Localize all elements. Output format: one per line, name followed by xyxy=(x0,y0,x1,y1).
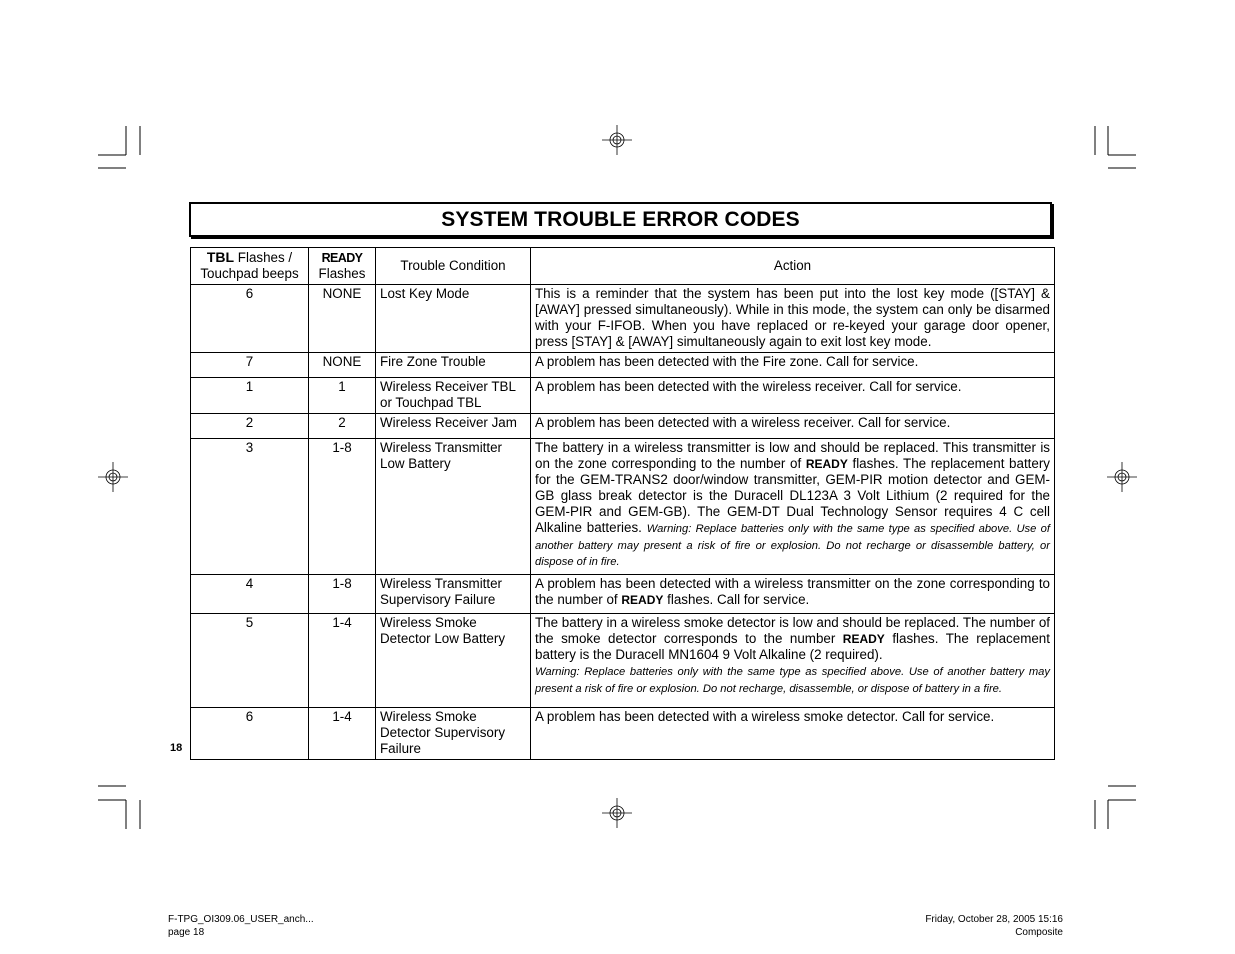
title-box xyxy=(189,202,1052,237)
cell-tbl: 1 xyxy=(191,378,309,414)
cell-tbl: 3 xyxy=(191,439,309,575)
cell-ready: 1-8 xyxy=(309,439,376,575)
table-row xyxy=(191,708,1055,760)
cell-condition: Wireless Transmitter Supervisory Failure xyxy=(376,575,531,614)
cell-condition: Wireless Transmitter Low Battery xyxy=(376,439,531,575)
footer-composite: Composite xyxy=(1015,927,1063,938)
cell-action: The battery in a wireless transmitter is low and should be replaced. This transmitter is on the zone corresponding to the number of READY flashes. The replacement battery for the GEM-TRANS2 door/window transmitter, GEM-PIR motion detector and GEM-GB glass break detector is the Duracell DL123A 3 Volt Lithium (2 required for the GEM-PIR and GEM-GB). The GEM-DT Dual Technology Sensor requires 4 C cell Alkaline batteries. Warning: Replace batteries only with the same type as specified above. Use of another battery may present a risk of fire or explosion. Do not recharge or disassemble battery, or dispose of in fire. xyxy=(531,439,1055,575)
header-trouble-condition: Trouble Condition xyxy=(376,248,531,285)
table-row xyxy=(191,614,1055,708)
footer-date: Friday, October 28, 2005 15:16 xyxy=(925,914,1063,925)
cell-action: This is a reminder that the system has been put into the lost key mode ([STAY] & [AWAY] pressed simultaneously). While in this mode, the system can only be disarmed with your F-IFOB. When you have replaced or re-keyed your garage door opener, press [STAY] & [AWAY] simultaneously again to exit lost key mode. xyxy=(531,285,1055,353)
cell-ready: 1-4 xyxy=(309,614,376,708)
trouble-codes-table xyxy=(190,247,1055,760)
cell-action: The battery in a wireless smoke detector is low and should be replaced. The number of the smoke detector corresponds to the number READY flashes. The replacement battery is the Duracell MN1604 9 Volt Alkaline (2 required). Warning: Replace batteries only with the same type as specified above. Use of another battery may present a risk of fire or explosion. Do not recharge, disassemble, or dispose of battery in a fire. xyxy=(531,614,1055,708)
table-row xyxy=(191,575,1055,614)
cell-action: A problem has been detected with a wireless smoke detector. Call for service. xyxy=(531,708,1055,760)
cell-condition: Fire Zone Trouble xyxy=(376,353,531,378)
ready-keyword: READY xyxy=(842,632,885,646)
warning-text: Warning: Replace batteries only with the same type as specified above. Use of another battery may present a risk of fire or explosion. Do not recharge or disassemble battery, or dispose of in fire. xyxy=(535,523,1050,568)
cell-tbl: 6 xyxy=(191,285,309,353)
table-row xyxy=(191,353,1055,378)
cell-tbl: 4 xyxy=(191,575,309,614)
cell-tbl: 6 xyxy=(191,708,309,760)
cell-condition: Lost Key Mode xyxy=(376,285,531,353)
table-row xyxy=(191,439,1055,575)
table-header-row xyxy=(191,248,1055,285)
ready-keyword: READY xyxy=(805,457,848,471)
page-number: 18 xyxy=(170,742,183,754)
cell-tbl: 5 xyxy=(191,614,309,708)
header-action: Action xyxy=(531,248,1055,285)
cell-action: A problem has been detected with the Fire zone. Call for service. xyxy=(531,353,1055,378)
cell-condition: Wireless Receiver Jam xyxy=(376,414,531,439)
cell-ready: NONE xyxy=(309,285,376,353)
table-row xyxy=(191,378,1055,414)
cell-ready: 1-4 xyxy=(309,708,376,760)
page-title: SYSTEM TROUBLE ERROR CODES xyxy=(441,207,800,231)
warning-text: Warning: Replace batteries only with the same type as specified above. Use of another battery may present a risk of fire or explosion. Do not recharge, disassemble, or dispose of battery in a fire. xyxy=(535,666,1050,695)
cell-tbl: 7 xyxy=(191,353,309,378)
cell-ready: 1-8 xyxy=(309,575,376,614)
table-row xyxy=(191,414,1055,439)
cell-action: A problem has been detected with the wireless receiver. Call for service. xyxy=(531,378,1055,414)
cell-condition: Wireless Receiver TBL or Touchpad TBL xyxy=(376,378,531,414)
footer-page: page 18 xyxy=(168,927,205,938)
cell-ready: 1 xyxy=(309,378,376,414)
footer-right xyxy=(925,913,1063,939)
cell-ready: NONE xyxy=(309,353,376,378)
cell-action: A problem has been detected with a wireless transmitter on the zone corresponding to the number of READY flashes. Call for service. xyxy=(531,575,1055,614)
cell-condition: Wireless Smoke Detector Low Battery xyxy=(376,614,531,708)
footer-left xyxy=(168,913,314,939)
cell-tbl: 2 xyxy=(191,414,309,439)
cell-ready: 2 xyxy=(309,414,376,439)
footer-filename: F-TPG_OI309.06_USER_anch... xyxy=(168,914,314,925)
cell-condition: Wireless Smoke Detector Supervisory Failure xyxy=(376,708,531,760)
cell-action: A problem has been detected with a wireless receiver. Call for service. xyxy=(531,414,1055,439)
header-ready-flashes: READY Flashes xyxy=(309,248,376,285)
header-tbl-flashes: TBL Flashes / Touchpad beeps xyxy=(191,248,309,285)
ready-keyword: READY xyxy=(621,593,664,607)
table-row xyxy=(191,285,1055,353)
